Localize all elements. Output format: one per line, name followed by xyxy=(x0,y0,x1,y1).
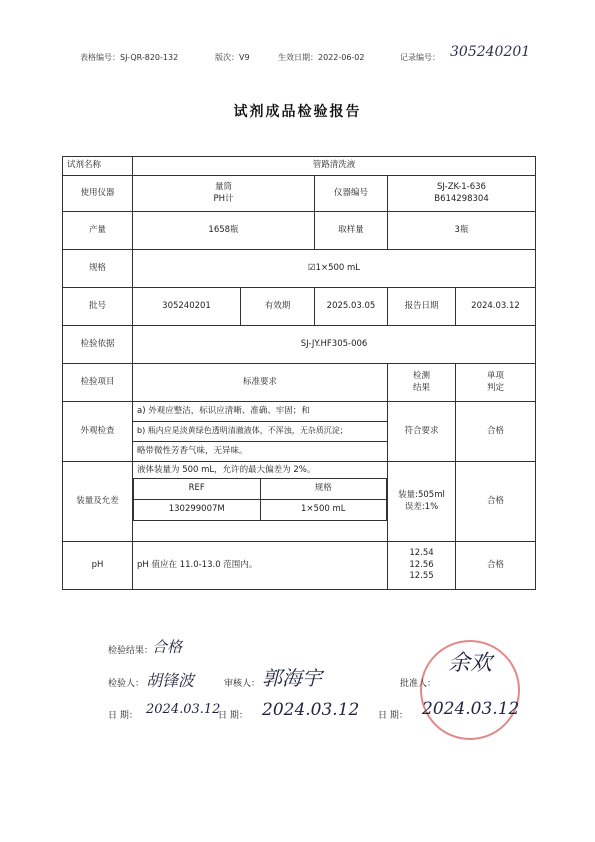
report-table xyxy=(62,156,536,590)
ph-value-2: 12.56 xyxy=(409,559,434,570)
instrument-label: 使用仪器 xyxy=(63,176,133,212)
instrument-numbers xyxy=(388,176,536,212)
expiry-value: 2025.03.05 xyxy=(315,288,388,326)
approval-date: 2024.03.12 xyxy=(422,699,520,719)
col-header-result-line1: 检测 xyxy=(412,371,430,382)
form-number: 表格编号：SJ-QR-820-132 xyxy=(80,53,179,62)
reagent-name-label: 试剂名称 xyxy=(63,157,133,176)
ph-value-3: 12.55 xyxy=(409,571,434,582)
volume-ref-table xyxy=(133,478,387,521)
appearance-req-b1: b) 瓶内应是淡黄绿色透明清澈液体，不浑浊，无杂质沉淀； xyxy=(133,422,388,442)
col-header-verdict-line2: 判定 xyxy=(487,382,505,393)
instrument-2: PH计 xyxy=(213,193,234,204)
volume-result-1: 装量:505ml xyxy=(398,490,445,501)
instrument-list xyxy=(133,176,315,212)
ph-label: pH xyxy=(63,542,133,590)
report-date-label: 报告日期 xyxy=(388,288,456,326)
volume-requirement xyxy=(133,462,388,542)
version: 版次：V9 xyxy=(215,53,250,62)
col-header-result xyxy=(388,364,456,402)
ph-requirement: pH 值应在 11.0-13.0 范围内。 xyxy=(133,542,388,590)
inspection-date: 2024.03.12 xyxy=(146,702,221,717)
sample-label: 取样量 xyxy=(315,212,388,250)
reviewer-label: 审核人： xyxy=(224,679,261,689)
col-header-item: 检验项目 xyxy=(63,364,133,402)
instrument-1: 量筒 xyxy=(214,182,232,193)
inspector-label: 检验人： xyxy=(108,679,145,689)
appearance-verdict: 合格 xyxy=(456,402,536,462)
record-number-label: 记录编号： xyxy=(400,53,440,62)
table-row xyxy=(63,176,536,212)
report-date-value: 2024.03.12 xyxy=(456,288,536,326)
date-label-1: 日 期： xyxy=(108,711,138,721)
expiry-label: 有效期 xyxy=(241,288,315,326)
ph-value-1: 12.54 xyxy=(409,548,434,559)
date-label-3: 日 期： xyxy=(378,711,408,721)
batch-label: 批号 xyxy=(63,288,133,326)
instrument-no-1: SJ-ZK-1-636 xyxy=(437,182,486,193)
basis-label: 检验依据 xyxy=(63,326,133,364)
table-row xyxy=(63,364,536,402)
col-header-verdict-line1: 单项 xyxy=(487,371,505,382)
appearance-req-b2: 略带微性芳香气味，无异味。 xyxy=(133,442,388,462)
instrument-no-2: B614298304 xyxy=(434,193,489,204)
col-header-requirement: 标准要求 xyxy=(133,364,388,402)
appearance-result: 符合要求 xyxy=(388,402,456,462)
approver-signature: 余欢 xyxy=(448,651,493,676)
record-number: 305240201 xyxy=(450,44,531,60)
conclusion-value: 合格 xyxy=(152,638,183,656)
col-header-verdict xyxy=(456,364,536,402)
instrument-no-label: 仪器编号 xyxy=(315,176,388,212)
output-label: 产量 xyxy=(63,212,133,250)
table-row xyxy=(63,402,536,422)
volume-result-2: 误差:1% xyxy=(404,501,439,512)
table-row xyxy=(63,157,536,176)
volume-label: 装量及允差 xyxy=(63,462,133,542)
spec-value-inner: 1×500 mL xyxy=(260,500,387,521)
spec-label: 规格 xyxy=(63,250,133,288)
volume-result xyxy=(388,462,456,542)
ph-verdict: 合格 xyxy=(456,542,536,590)
approver-label: 批准人： xyxy=(400,679,437,689)
table-row xyxy=(63,542,536,590)
ref-header: REF xyxy=(134,479,261,500)
inspector-signature: 胡锋波 xyxy=(146,671,195,690)
reagent-name: 管路清洗液 xyxy=(133,157,536,176)
date-label-2: 日 期： xyxy=(218,711,248,721)
review-date: 2024.03.12 xyxy=(262,700,360,720)
sample-value: 3瓶 xyxy=(388,212,536,250)
col-header-result-line2: 结果 xyxy=(412,382,430,393)
effective-date: 生效日期：2022-06-02 xyxy=(278,53,365,62)
table-row xyxy=(63,462,536,542)
ref-value: 130299007M xyxy=(134,500,261,521)
volume-req-text: 液体装量为 500 mL，允许的最大偏差为 2%。 xyxy=(137,465,316,475)
output-value: 1658瓶 xyxy=(133,212,315,250)
volume-verdict: 合格 xyxy=(456,462,536,542)
table-row xyxy=(63,212,536,250)
page-title: 试剂成品检验报告 xyxy=(233,104,362,120)
conclusion-label: 检验结果： xyxy=(108,646,154,656)
appearance-req-a: a) 外观应整洁，标识应清晰、准确、牢固；和 xyxy=(133,402,388,422)
basis-value: SJ-JY.HF305-006 xyxy=(133,326,536,364)
reviewer-signature: 郭海宇 xyxy=(262,666,322,690)
ph-results xyxy=(388,542,456,590)
batch-value: 305240201 xyxy=(133,288,241,326)
table-row xyxy=(63,250,536,288)
table-row xyxy=(63,326,536,364)
table-row xyxy=(63,288,536,326)
spec-value: ☑1×500 mL xyxy=(133,250,536,288)
spec-header: 规格 xyxy=(260,479,387,500)
appearance-label: 外观检查 xyxy=(63,402,133,462)
